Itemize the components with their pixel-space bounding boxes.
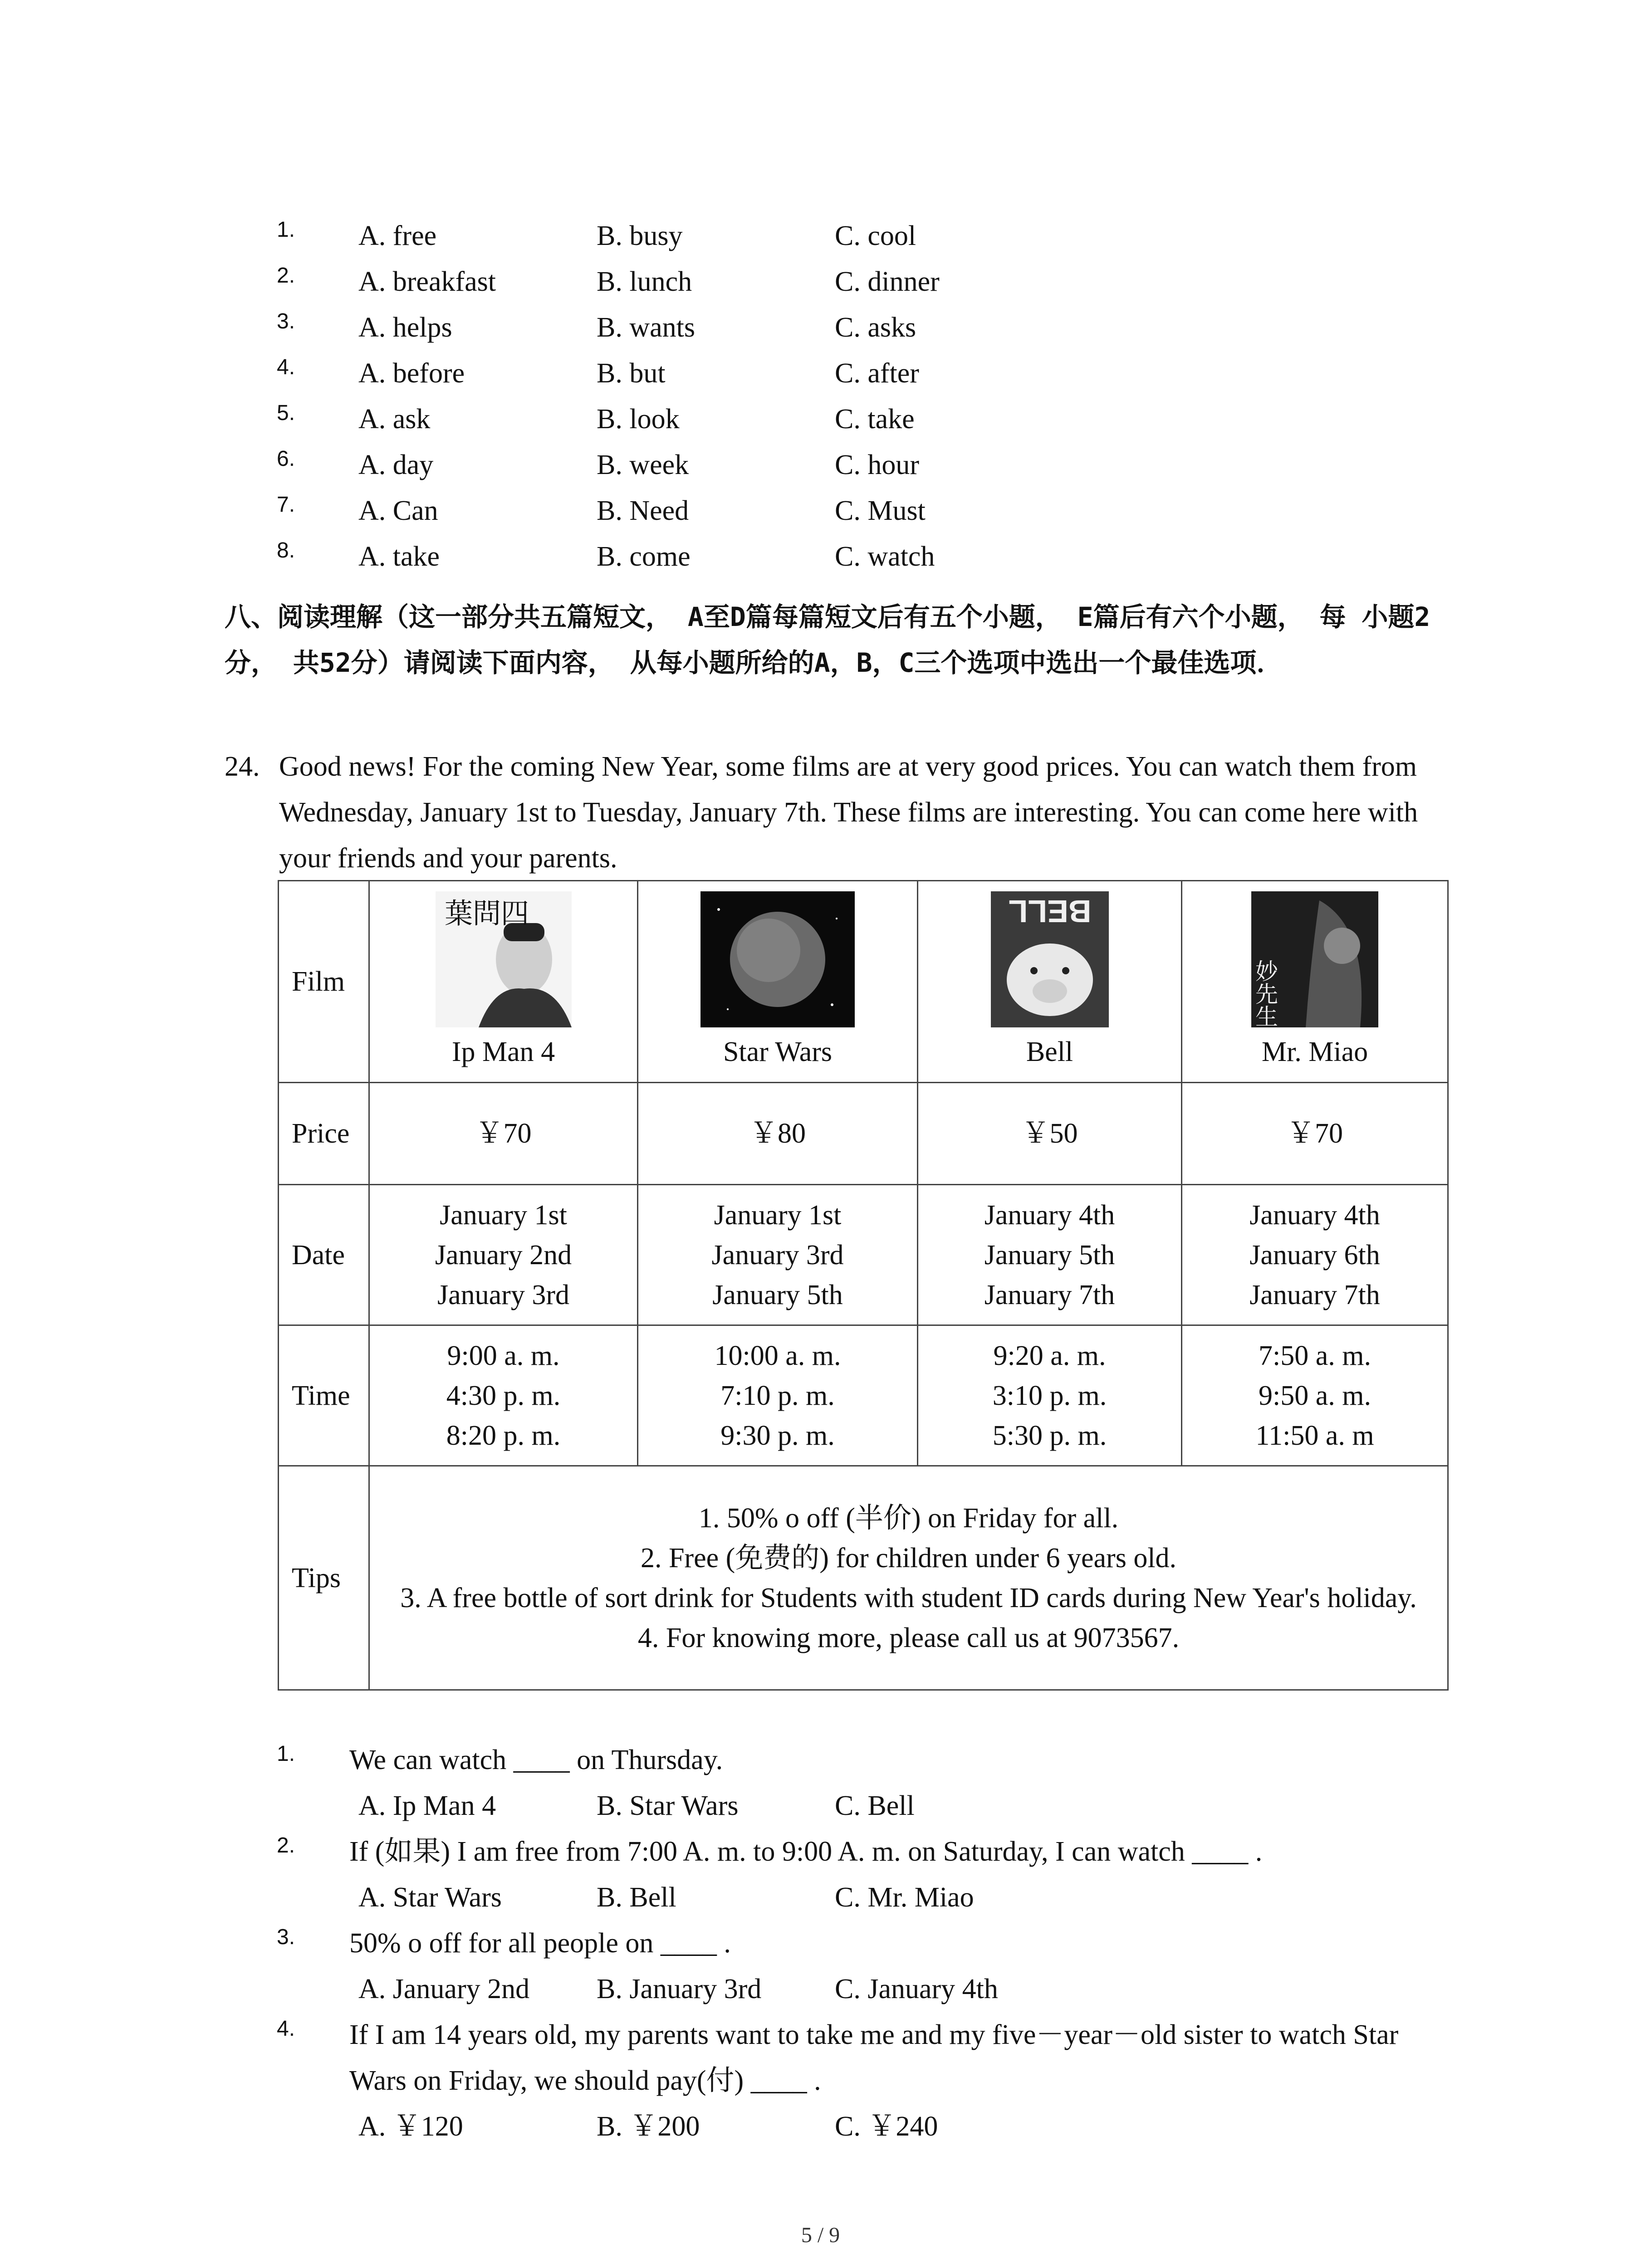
passage-text: Good news! For the coming New Year, some films are at very good prices. You can watch them from Wednesday, January 1st to Tuesday, January 7th. These films are interesting. You can come here with your friends and your parents.: [279, 751, 1418, 874]
tip-line: 1. 50% o off (半价) on Friday for all.: [698, 1502, 1119, 1534]
option-row: [277, 259, 1456, 305]
price-cell: ￥80: [638, 1083, 918, 1185]
date-line: January 6th: [1249, 1239, 1380, 1271]
option-number: 5.: [277, 401, 295, 425]
time-row: [279, 1325, 1448, 1466]
film-name: Mr. Miao: [1261, 1036, 1368, 1067]
row-label-price: Price: [279, 1083, 369, 1185]
price-cell: ￥70: [369, 1083, 638, 1185]
choice-b: B. Star Wars: [597, 1790, 739, 1821]
choice-a: A. Ip Man 4: [358, 1790, 496, 1821]
tips-row: [279, 1466, 1448, 1690]
option-number: 8.: [277, 538, 295, 562]
time-line: 9:30 p. m.: [720, 1420, 835, 1451]
film-cell: [1182, 881, 1448, 1083]
option-c: C. watch: [835, 541, 935, 572]
time-line: 10:00 a. m.: [714, 1340, 841, 1371]
question: [277, 2012, 1456, 2150]
film-name: Bell: [1026, 1036, 1073, 1067]
option-b: B. look: [597, 404, 680, 435]
option-b: B. Need: [597, 495, 689, 526]
time-line: 9:00 a. m.: [447, 1340, 560, 1371]
choice-a: A. January 2nd: [358, 1974, 530, 2004]
tip-line: 4. For knowing more, please call us at 9073567.: [637, 1622, 1180, 1653]
date-line: January 2nd: [435, 1239, 572, 1271]
mr-miao-poster-text: 妙先生: [1252, 959, 1278, 1027]
option-c: C. asks: [835, 312, 916, 343]
date-line: January 7th: [1249, 1279, 1380, 1310]
time-line: 9:50 a. m.: [1259, 1380, 1371, 1411]
choice-c: C. ￥240: [835, 2111, 938, 2142]
question-stem: If (如果) I am free from 7:00 A. m. to 9:00 A. m. on Saturday, I can watch ____ .: [349, 1836, 1263, 1867]
option-b: B. but: [597, 358, 666, 389]
price-cell: ￥70: [1182, 1083, 1448, 1185]
date-cell: [1182, 1185, 1448, 1325]
film-cell: [918, 881, 1182, 1083]
time-line: 7:50 a. m.: [1259, 1340, 1371, 1371]
time-cell: [918, 1325, 1182, 1466]
time-line: 3:10 p. m.: [992, 1380, 1107, 1411]
question-choices: [277, 1783, 1456, 1829]
choice-b: B. ￥200: [597, 2111, 700, 2142]
page-number: 5 / 9: [801, 2223, 840, 2247]
option-row: [277, 351, 1456, 396]
time-line: 5:30 p. m.: [992, 1420, 1107, 1451]
question-choices: [277, 2104, 1456, 2150]
date-cell: [638, 1185, 918, 1325]
time-line: 9:20 a. m.: [993, 1340, 1106, 1371]
option-c: C. hour: [835, 450, 919, 480]
choice-c: C. Mr. Miao: [835, 1882, 974, 1913]
date-line: January 5th: [984, 1239, 1115, 1271]
question-list: [277, 1737, 1456, 2150]
film-name: Ip Man 4: [451, 1036, 555, 1067]
option-a: A. ask: [358, 404, 431, 435]
choice-a: A. ￥120: [358, 2111, 463, 2142]
tip-line: 2. Free (免费的) for children under 6 years old.: [640, 1542, 1177, 1574]
option-a: A. breakfast: [358, 266, 496, 297]
option-c: C. cool: [835, 220, 916, 251]
option-row: [277, 213, 1456, 259]
bell-pig-poster: [991, 891, 1109, 1027]
option-row: [277, 488, 1456, 534]
question: [277, 1921, 1456, 2012]
date-cell: [369, 1185, 638, 1325]
film-cell: [369, 881, 638, 1083]
option-row: [277, 396, 1456, 442]
question-stem: 50% o off for all people on ____ .: [349, 1928, 731, 1959]
option-number: 7.: [277, 493, 295, 517]
section-heading: 八、阅读理解（这一部分共五篇短文， A至D篇每篇短文后有五个小题， E篇后有六个小题， 每 小题2分， 共52分）请阅读下面内容， 从每小题所给的A，B，C三个选项中选出一个最佳选项．: [225, 601, 1430, 678]
passage-number: 24.: [225, 751, 260, 782]
option-c: C. after: [835, 358, 919, 389]
option-b: B. come: [597, 541, 691, 572]
choice-b: B. January 3rd: [597, 1974, 762, 2004]
question-number: 1.: [277, 1742, 295, 1766]
time-line: 4:30 p. m.: [446, 1380, 561, 1411]
question-choices: [277, 1875, 1456, 1921]
date-line: January 7th: [984, 1279, 1115, 1310]
ip-man-poster-text: 葉問四: [444, 897, 529, 930]
row-label-tips: Tips: [279, 1466, 369, 1690]
row-label-film: Film: [279, 881, 369, 1083]
price-cell: ￥50: [918, 1083, 1182, 1185]
tip-line: 3. A free bottle of sort drink for Students with student ID cards during New Year's holiday.: [400, 1582, 1417, 1613]
question-number: 2.: [277, 1833, 295, 1857]
date-line: January 3rd: [437, 1279, 569, 1310]
film-row: [279, 881, 1448, 1083]
option-number: 6.: [277, 447, 295, 471]
option-number: 1.: [277, 218, 295, 242]
option-b: B. wants: [597, 312, 695, 343]
option-b: B. busy: [597, 220, 683, 251]
option-row: [277, 305, 1456, 351]
date-line: January 1st: [714, 1199, 842, 1231]
option-b: B. week: [597, 450, 689, 480]
option-a: A. helps: [358, 312, 452, 343]
star-wars-poster: [700, 891, 855, 1027]
film-name: Star Wars: [723, 1036, 833, 1067]
option-number: 3.: [277, 309, 295, 333]
date-line: January 4th: [1249, 1199, 1380, 1231]
option-row: [277, 442, 1456, 488]
choice-a: A. Star Wars: [358, 1882, 502, 1913]
film-schedule-table: [278, 880, 1449, 1691]
time-line: 8:20 p. m.: [446, 1420, 561, 1451]
film-cell: [638, 881, 918, 1083]
date-cell: [918, 1185, 1182, 1325]
option-number: 4.: [277, 355, 295, 379]
option-list: [277, 213, 1456, 580]
row-label-time: Time: [279, 1325, 369, 1466]
date-line: January 1st: [440, 1199, 567, 1231]
ip-man-poster: [436, 891, 572, 1027]
question-number: 4.: [277, 2017, 295, 2041]
time-cell: [638, 1325, 918, 1466]
option-row: [277, 534, 1456, 580]
question-stem: If I am 14 years old, my parents want to take me and my five－year－old sister to watch Star Wars on Friday, we should pay(付) ____ .: [349, 2019, 1399, 2096]
time-cell: [1182, 1325, 1448, 1466]
question-stem: We can watch ____ on Thursday.: [349, 1745, 723, 1775]
option-a: A. take: [358, 541, 440, 572]
question-choices: [277, 1966, 1456, 2012]
time-line: 7:10 p. m.: [720, 1380, 835, 1411]
time-line: 11:50 a. m: [1255, 1420, 1374, 1451]
price-row: [279, 1083, 1448, 1185]
bell-poster-text: BELL: [1008, 894, 1091, 929]
mr-miao-poster: [1251, 891, 1378, 1027]
option-a: A. before: [358, 358, 465, 389]
date-row: [279, 1185, 1448, 1325]
choice-c: C. Bell: [835, 1790, 915, 1821]
option-a: A. free: [358, 220, 437, 251]
option-a: A. Can: [358, 495, 438, 526]
passage: [225, 744, 1450, 881]
date-line: January 3rd: [711, 1239, 844, 1271]
option-b: B. lunch: [597, 266, 692, 297]
choice-c: C. January 4th: [835, 1974, 998, 2004]
choice-b: B. Bell: [597, 1882, 676, 1913]
option-a: A. day: [358, 450, 434, 480]
tips-cell: [369, 1466, 1448, 1690]
date-line: January 5th: [712, 1279, 843, 1310]
option-number: 2.: [277, 264, 295, 288]
option-c: C. dinner: [835, 266, 940, 297]
question: [277, 1829, 1456, 1921]
option-c: C. Must: [835, 495, 926, 526]
option-c: C. take: [835, 404, 915, 435]
date-line: January 4th: [984, 1199, 1115, 1231]
time-cell: [369, 1325, 638, 1466]
question: [277, 1737, 1456, 1829]
question-number: 3.: [277, 1925, 295, 1949]
row-label-date: Date: [279, 1185, 369, 1325]
